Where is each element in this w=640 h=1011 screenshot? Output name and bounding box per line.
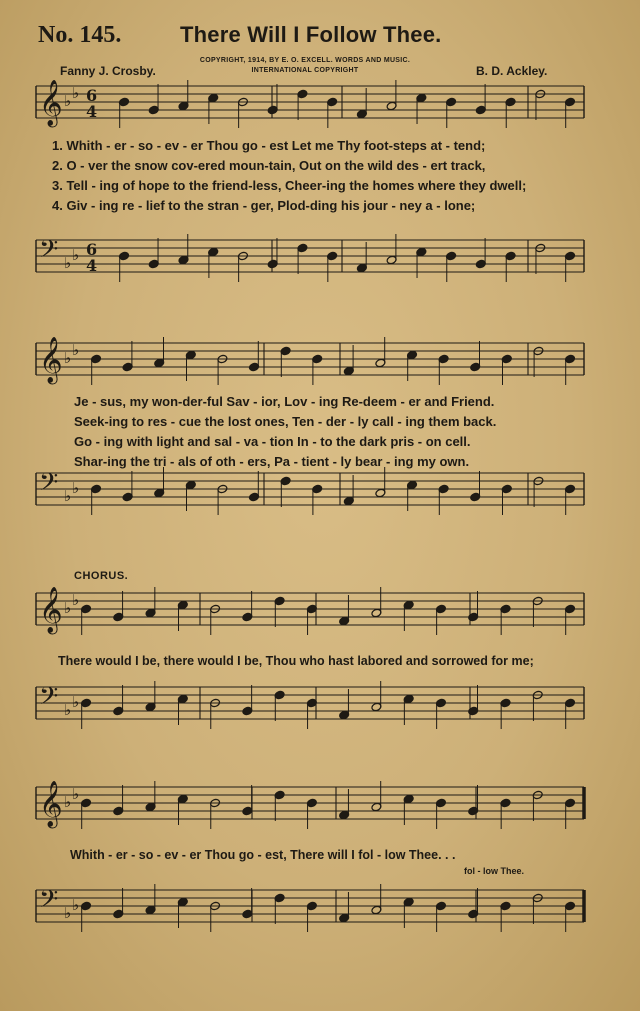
- time-signature-top: 6: [86, 240, 98, 259]
- composer-credit: B. D. Ackley.: [476, 64, 548, 78]
- flat-sign: ♭: [64, 349, 72, 367]
- chorus-label: CHORUS.: [74, 570, 129, 582]
- treble-clef: 𝄞: [39, 337, 63, 383]
- flat-sign: ♭: [72, 693, 80, 711]
- verse-4-line-1: 4. Giv - ing re - lief to the stran - ger, Plod-ding his jour - ney a - lone;: [52, 198, 476, 213]
- flat-sign: ♭: [64, 904, 72, 922]
- copyright-line-1: COPYRIGHT, 1914, BY E. O. EXCELL. WORDS AND MUSIC.: [199, 57, 411, 64]
- chorus-line-2: Whith - er - so - ev - er Thou go - est, There will I fol - low Thee. . .: [70, 848, 456, 862]
- flat-sign: ♭: [72, 785, 80, 803]
- flat-sign: ♭: [64, 701, 72, 719]
- verse-2-line-1: 2. O - ver the snow cov-ered moun-tain, Out on the wild des - ert track,: [52, 158, 486, 173]
- verse-3-line-1: 3. Tell - ing of hope to the friend-less, Cheer-ing the homes where they dwell;: [52, 178, 527, 193]
- time-signature-top: 6: [86, 86, 98, 105]
- flat-sign: ♭: [72, 341, 80, 359]
- flat-sign: ♭: [72, 84, 80, 102]
- flat-sign: ♭: [72, 591, 80, 609]
- flat-sign: ♭: [64, 92, 72, 110]
- copyright-line-2: INTERNATIONAL COPYRIGHT: [251, 67, 359, 74]
- flat-sign: ♭: [72, 896, 80, 914]
- flat-sign: ♭: [64, 599, 72, 617]
- flat-sign: ♭: [64, 793, 72, 811]
- bass-clef: 𝄢: [39, 468, 59, 503]
- verse-4-line-2: Shar-ing the tri - als of oth - ers, Pa - tient - ly bear - ing my own.: [74, 454, 470, 469]
- treble-clef: 𝄞: [39, 781, 63, 827]
- time-signature-bottom: 4: [86, 256, 98, 275]
- flat-sign: ♭: [72, 479, 80, 497]
- verse-1-line-1: 1. Whith - er - so - ev - er Thou go - est Let me Thy foot-steps at - tend;: [52, 138, 486, 153]
- verse-2-line-2: Seek-ing to res - cue the lost ones, Ten - der - ly call - ing them back.: [74, 414, 497, 429]
- treble-clef: 𝄞: [39, 80, 63, 126]
- verse-1-line-2: Je - sus, my won-der-ful Sav - ior, Lov - ing Re-deem - er and Friend.: [74, 394, 495, 409]
- lyricist-credit: Fanny J. Crosby.: [60, 64, 156, 78]
- chorus-line-1: There would I be, there would I be, Thou who hast labored and sorrowed for me;: [58, 654, 534, 668]
- time-signature-bottom: 4: [86, 102, 98, 121]
- bass-clef: 𝄢: [39, 682, 59, 717]
- flat-sign: ♭: [64, 254, 72, 272]
- verse-3-line-2: Go - ing with light and sal - va - tion In - to the dark pris - on cell.: [74, 434, 471, 449]
- hymn-title: There Will I Follow Thee.: [180, 22, 442, 47]
- chorus-echo: fol - low Thee.: [464, 866, 524, 876]
- flat-sign: ♭: [64, 487, 72, 505]
- hymn-number: No. 145.: [38, 22, 122, 48]
- treble-clef: 𝄞: [39, 587, 63, 633]
- bass-clef: 𝄢: [39, 885, 59, 920]
- bass-clef: 𝄢: [39, 235, 59, 270]
- flat-sign: ♭: [72, 246, 80, 264]
